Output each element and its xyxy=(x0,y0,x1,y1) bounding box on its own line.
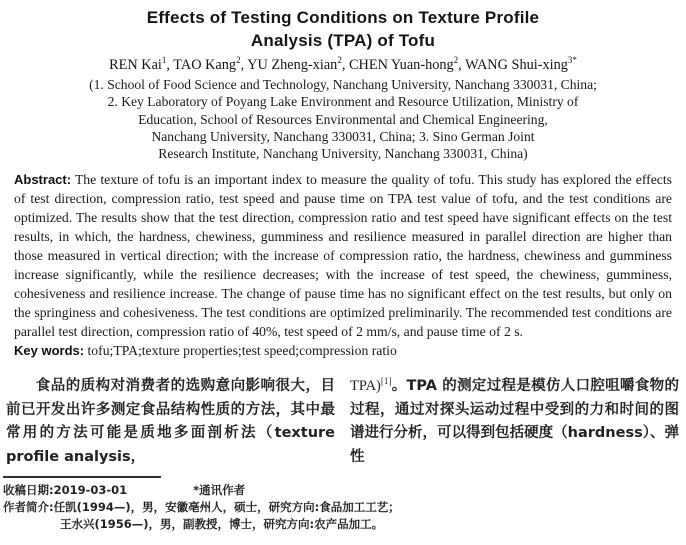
author-affil-sup: 2 xyxy=(337,55,342,66)
author-affil-sup: 2 xyxy=(453,55,459,66)
affiliation-line: Nanchang University, Nanchang 330031, China; 3. Sino German Joint xyxy=(151,128,535,144)
affiliation-line: Education, School of Resources Environmental and Chemical Engineering, xyxy=(138,111,548,127)
citation-superscript: [1] xyxy=(380,376,392,387)
received-label: 收稿日期: xyxy=(3,483,54,498)
author-name: WANG Shui-xing xyxy=(465,57,568,73)
keywords-label: Key words: xyxy=(14,343,85,359)
author-bio-line-1 xyxy=(3,499,686,516)
abstract-paragraph xyxy=(14,170,672,341)
author-affil-sup: 2 xyxy=(236,55,241,66)
received-date: 2019-03-01 xyxy=(53,483,128,498)
authors-line xyxy=(0,57,686,74)
footnote-block xyxy=(0,482,686,533)
footnote-divider xyxy=(3,476,161,478)
bio-label: 作者简介: xyxy=(3,500,54,515)
affiliation-line: 2. Key Laboratory of Poyang Lake Environment and Resource Utilization, Ministry of xyxy=(107,94,579,110)
keywords-line xyxy=(14,341,672,360)
left-column xyxy=(6,375,335,469)
author-separator: , xyxy=(240,57,248,73)
right-column-paragraph xyxy=(350,375,679,469)
author-bio-line-2 xyxy=(3,516,686,533)
author-name: REN Kai xyxy=(109,57,162,73)
author-affil-sup: 1 xyxy=(161,55,167,66)
right-column-presup: TPA) xyxy=(350,378,381,395)
received-date-line xyxy=(3,482,686,499)
body-columns xyxy=(6,375,679,469)
abstract-text: The texture of tofu is an important index to measure the quality of tofu. This study has explored the effects of test direction, compression ratio, test speed and pause time on TPA test value of tofu, and the test conditions are optimized. The results show that the test direction, compression ratio and test speed have significant effects on the test results, in which, the hardness, chewiness, gumminess and resilience measured in parallel direction are higher than those measured in vertical direction; with the increase of compression ratio, the hardness, chewiness and gumminess increase significantly, while the resilience decreases; with the increase of test speed, the chewiness, gumminess, cohesiveness and resilience increase. The change of pause time has no significant effect on the test results, but only on the springiness and cohesiveness. The test conditions are optimized preliminarily. The recommended test conditions are parallel test direction, compression ratio of 40%, test speed of 2 mm/s, and pause time of 2 s. xyxy=(14,172,672,340)
author-name: TAO Kang xyxy=(173,57,237,73)
author-affil-sup: 3* xyxy=(567,55,577,66)
author-separator: , xyxy=(166,57,174,73)
affiliations-block xyxy=(0,76,686,162)
right-column-postsup: 。TPA 的测定过程是模仿人口腔咀嚼食物的过程，通过对探头运动过程中受到的力和时间的图谱进行分析，可以得到包括硬度（hardness）、弹性 xyxy=(350,378,679,465)
left-column-paragraph: 食品的质构对消费者的选购意向影响很大，目前已开发出许多测定食品结构性质的方法，其中最常用的方法可能是质地多面剖析法（texture profile analysis， xyxy=(6,378,335,465)
paper-title-line2: Analysis (TPA) of Tofu xyxy=(250,31,436,50)
author-name: CHEN Yuan-hong xyxy=(348,57,454,73)
bio-text-1: 任凯(1994—)，男，安徽亳州人，硕士，研究方向:食品加工工艺； xyxy=(53,500,400,515)
author-separator: , xyxy=(458,57,466,73)
keywords-text: tofu;TPA;texture properties;test speed;compression ratio xyxy=(87,343,397,359)
author-separator: , xyxy=(341,57,349,73)
paper-title xyxy=(0,0,686,52)
author-name: YU Zheng-xian xyxy=(247,57,338,73)
bio-text-2: 王水兴(1956—)，男，副教授，博士，研究方向:农产品加工。 xyxy=(60,517,384,532)
abstract-label: Abstract: xyxy=(14,172,72,188)
affiliation-line: (1. School of Food Science and Technology, Nanchang University, Nanchang 330031, China; xyxy=(89,77,597,92)
affiliation-line: Research Institute, Nanchang University, Nanchang 330031, China) xyxy=(158,146,528,162)
corresponding-author-note: *通讯作者 xyxy=(193,483,246,498)
paper-title-line1: Effects of Testing Conditions on Texture Profile xyxy=(146,8,540,27)
right-column xyxy=(350,375,679,469)
